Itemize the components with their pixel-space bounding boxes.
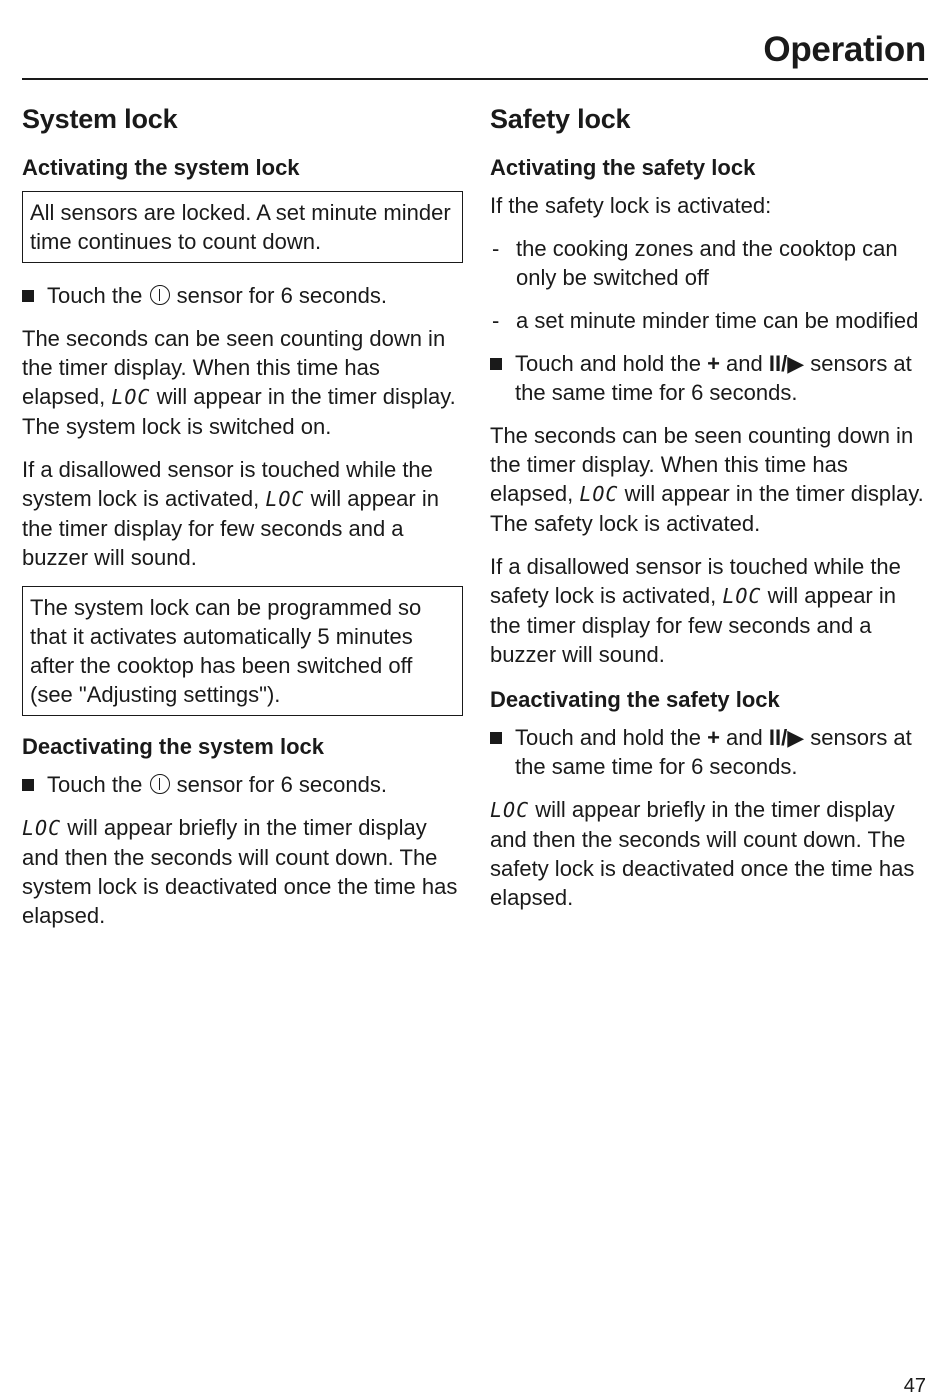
safety-lock-column: [490, 100, 931, 926]
pause-play-sensor-icon: II/▶: [768, 351, 805, 376]
power-sensor-icon: [150, 285, 170, 305]
system-lock-column: [22, 100, 463, 944]
loc-display-icon: LOC: [722, 584, 762, 608]
system-lock-paragraph-1: The seconds can be seen counting down in the timer display. When this time has elapsed, LOC will appear in the timer display. The system lock is switched on.: [22, 326, 456, 439]
loc-display-icon: LOC: [111, 385, 151, 409]
loc-display-icon: LOC: [265, 487, 305, 511]
safety-lock-intro: If the safety lock is activated:: [490, 193, 772, 218]
safety-lock-deactivate-paragraph: LOC will appear briefly in the timer display and then the seconds will count down. The safety lock is deactivated once the time has elapsed.: [490, 797, 915, 910]
deactivating-system-lock-heading: Deactivating the system lock: [22, 734, 325, 759]
system-lock-deactivate-step: Touch the sensor for 6 seconds.: [22, 770, 463, 799]
plus-sensor-icon: +: [707, 725, 720, 750]
list-item: - the cooking zones and the cooktop can only be switched off: [492, 236, 898, 290]
loc-display-icon: LOC: [490, 798, 530, 822]
system-lock-step: Touch the sensor for 6 seconds.: [22, 281, 463, 310]
plus-sensor-icon: +: [707, 351, 720, 376]
system-lock-deactivate-paragraph: LOC will appear briefly in the timer display and then the seconds will count down. The system lock is deactivated once the time has elapsed.: [22, 815, 458, 928]
bullet-square-icon: [490, 358, 502, 370]
activating-system-lock-heading: Activating the system lock: [22, 155, 300, 180]
bullet-square-icon: [22, 290, 34, 302]
bullet-square-icon: [490, 732, 502, 744]
page-number: 47: [903, 1375, 926, 1397]
system-lock-paragraph-2: If a disallowed sensor is touched while the system lock is activated, LOC will appear in the timer display for few seconds and a buzzer will sound.: [22, 457, 439, 570]
loc-display-icon: LOC: [579, 482, 619, 506]
page-header-title: Operation: [763, 30, 926, 69]
pause-play-sensor-icon: II/▶: [768, 725, 805, 750]
power-sensor-icon: [150, 774, 170, 794]
safety-lock-deactivate-step: Touch and hold the + and II/▶ sensors at the same time for 6 seconds.: [490, 723, 931, 781]
system-lock-note: All sensors are locked. A set minute minder time continues to count down.: [22, 191, 463, 263]
list-item: - a set minute minder time can be modified: [492, 308, 919, 333]
system-lock-title: System lock: [22, 104, 178, 134]
safety-lock-paragraph-2: If a disallowed sensor is touched while the safety lock is activated, LOC will appear in the timer display for few seconds and a buzzer will sound.: [490, 554, 901, 667]
bullet-square-icon: [22, 779, 34, 791]
safety-lock-title: Safety lock: [490, 104, 631, 134]
activating-safety-lock-heading: Activating the safety lock: [490, 155, 756, 180]
header-divider: [22, 78, 928, 80]
loc-display-icon: LOC: [22, 816, 62, 840]
safety-lock-step: Touch and hold the + and II/▶ sensors at the same time for 6 seconds.: [490, 349, 931, 407]
deactivating-safety-lock-heading: Deactivating the safety lock: [490, 687, 780, 712]
safety-lock-paragraph-1: The seconds can be seen counting down in the timer display. When this time has elapsed, LOC will appear in the timer display. The safety lock is activated.: [490, 423, 924, 536]
system-lock-auto-note: The system lock can be programmed so that it activates automatically 5 minutes after the cooktop has been switched off (see "Adjusting settings").: [22, 586, 463, 716]
